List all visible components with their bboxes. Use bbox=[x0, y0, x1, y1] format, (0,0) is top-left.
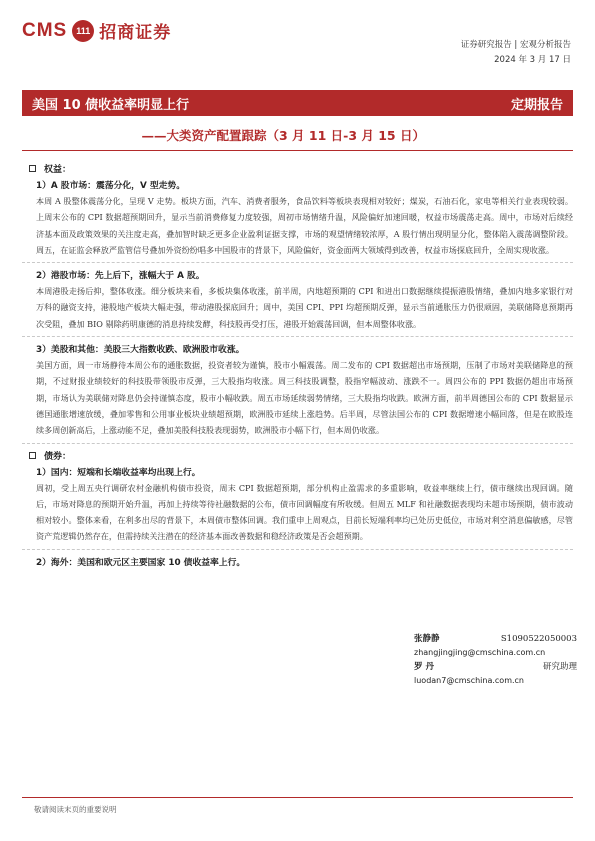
company-logo bbox=[22, 18, 171, 43]
analyst-name: 罗 丹 bbox=[414, 662, 434, 672]
analyst-id: S1090522050003 bbox=[500, 634, 577, 644]
main-content bbox=[22, 158, 573, 570]
section-divider bbox=[22, 443, 573, 445]
section-divider bbox=[22, 336, 573, 338]
square-bullet-icon bbox=[29, 452, 36, 459]
section-divider bbox=[22, 262, 573, 264]
subheading-a-share: 1）A 股市场：震荡分化，V 型走势。 bbox=[36, 181, 186, 191]
title-divider bbox=[22, 150, 573, 151]
paragraph-domestic-bond: 周初，受上周五央行调研农村金融机构债市投资，周末 CPI 数据超预期，部分机构止盈需求的多重影响，收益率继续上行，债市继续出现回调。随后，市场对降息的预期开始升温，再加上持续等待社融数据的公布，债市回调幅度有所收缓。但周五 MLF 和社融数据表现均未超市场预期，债市波动相对较小。整体来看，在利多出尽的背景下，本周债市整体回调。我们重申上周观点，目前长短端利率均已处历史低位，市场对利空消息偏敏感，尽管资产荒逻辑仍然存在，但需持续关注潜在的经济基本面改善数据和稳经济政策是否会超预期。 bbox=[36, 482, 573, 542]
report-subtitle: ——大类资产配置跟踪（3 月 11 日-3 月 15 日） bbox=[141, 128, 425, 143]
report-category: 定期报告 bbox=[510, 98, 563, 113]
square-bullet-icon bbox=[29, 165, 36, 172]
logo-text: CMS bbox=[22, 19, 68, 41]
report-title: 美国 10 债收益率明显上行 bbox=[32, 98, 190, 113]
analyst-name: 张静静 bbox=[414, 634, 440, 644]
report-date: 2024 年 3 月 17 日 bbox=[494, 55, 571, 65]
paragraph-a-share: 本周 A 股整体震荡分化，呈现 V 走势。板块方面，汽车、消费者服务，食品饮料等板块表现相对较好；煤炭，石油石化，家电等相关行业表现较弱。上周末公布的 CPI 数据超预期回升，显示当前消费修复力度较强，周初市场情绪升温，风险偏好加速回暖，权益市场震荡走高。周中，市场对后续经济基本面及政策效果的关注度走高，叠加智时缺乏更多企业盈利证据支撑，市场的观望情绪较浓厚，A 股行情出现明显分化，整体陷入震荡调整阶段。周五，在证监会释放严监管信号叠加外资纷纷唱多中国股市的背景下，风险偏好，资金面两大领域得到改善，权益市场探底回升，全周实现收涨。 bbox=[36, 196, 573, 255]
footer-divider bbox=[22, 797, 573, 798]
analyst-row bbox=[414, 660, 577, 674]
analyst-role: 研究助理 bbox=[542, 662, 577, 672]
report-type: 证券研究报告 | 宏观分析报告 bbox=[460, 40, 571, 50]
subheading-overseas-bond: 2）海外：美国和欧元区主要国家 10 债收益率上行。 bbox=[36, 557, 246, 568]
logo-chinese-name: 招商证券 bbox=[99, 23, 172, 43]
section-divider bbox=[22, 549, 573, 551]
section-heading-text: 债券： bbox=[44, 451, 72, 462]
analyst-email[interactable]: zhangjingjing@cmschina.com.cn bbox=[414, 648, 546, 657]
section-heading-text: 权益： bbox=[44, 165, 72, 175]
paragraph-us-other: 美国方面，周一市场静待本周公布的通胀数据，投资者较为谨慎，股市小幅震荡。周二发布的 CPI 数据超出市场预期，压制了市场对美联储降息的预期，不过财报业绩较好的科技股带领股市反弹，三大股指均收涨。周三科技股调整，股指窄幅波动、涨跌不一。周四公布的 PPI 数据仍超出市场预期，市场认为美联储对降息仍会持谨慎态度，股市小幅收跌。周五市场延续弱势情绪，三大股指均收跌。欧洲方面，前半周德国公布的 CPI 数据显示德国通胀增速放缓，叠加零售和公用事业板块业绩超预期，欧洲股市延续上涨趋势。后半周，尽管法国公布的 CPI 数据增速小幅回落，但是在欧股连续多周创新高后，上涨动能不足，叠加美股科技股表现弱势，欧洲股市小幅下行，但本周仍收涨。 bbox=[36, 360, 573, 436]
section-heading-equity bbox=[22, 162, 573, 175]
paragraph-hk-share: 本周港股走扬后抑，整体收涨。细分板块来看，多板块集体收涨，前半周，内地超预期的 CPI 和进出口数据继续提振港股情绪，叠加内地多家银行对万科的融资支持，港股地产板块大幅走强，带动港股探底回升；周中，美国 CPI、PPI 均超预期反弹，显示当前通胀压力仍很顽固，美联储降息预期再次受阻，叠加 BIO 剔除药明康德的消息持续发酵，科技股再受打压，港股开始震荡回调，但本周整体收涨。 bbox=[36, 286, 573, 329]
subheading-us-other: 3）美股和其他：美股三大指数收跌、欧洲股市收涨。 bbox=[36, 345, 245, 356]
subheading-hk-share: 2）港股市场：先上后下，涨幅大于 A 股。 bbox=[36, 271, 205, 282]
analyst-email[interactable]: luodan7@cmschina.com.cn bbox=[414, 676, 524, 685]
footer-disclaimer: 敬请阅读末页的重要说明 bbox=[34, 805, 117, 814]
analyst-info bbox=[410, 632, 577, 688]
analyst-row bbox=[414, 632, 577, 646]
subheading-domestic-bond: 1）国内：短端和长端收益率均出现上行。 bbox=[36, 467, 201, 478]
section-heading-bond bbox=[22, 449, 573, 462]
logo-badge-icon: 111 bbox=[72, 20, 94, 42]
